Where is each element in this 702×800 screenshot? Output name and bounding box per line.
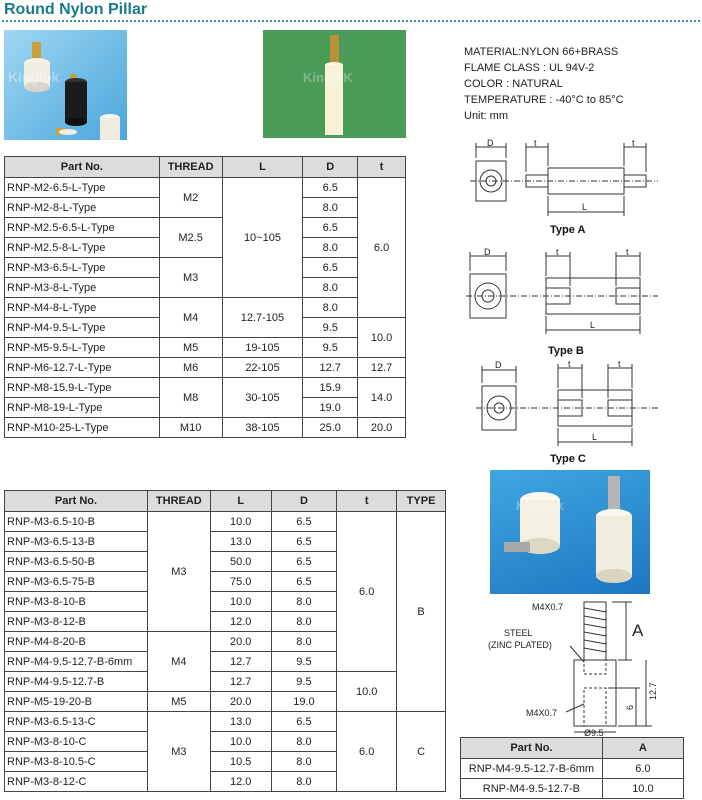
thread-bottom-label: M4X0.7 [526, 708, 558, 718]
length-cell: 12.0 [210, 612, 271, 632]
table-row [461, 779, 684, 799]
col-header: D [303, 157, 358, 178]
page-title: Round Nylon Pillar [4, 1, 148, 18]
part-number: RNP-M3-6.5-13-C [5, 712, 148, 732]
table-row [5, 358, 406, 378]
type-a-drawing [462, 138, 662, 238]
d-cell: 8.0 [303, 278, 358, 298]
part-number: RNP-M8-15.9-L-Type [5, 378, 160, 398]
col-header: Part No. [5, 491, 148, 512]
spec-table-bc-type [4, 490, 446, 792]
t-cell: 10.0 [337, 672, 397, 712]
dim-t-label: t [568, 359, 571, 369]
svg-text:KingloK: KingloK [303, 70, 353, 85]
svg-text:Kinglok: Kinglok [8, 69, 60, 85]
length-cell: 20.0 [210, 632, 271, 652]
d-cell: 19.0 [271, 692, 337, 712]
length-cell: 10.0 [210, 512, 271, 532]
table-row [461, 759, 684, 779]
d-cell: 9.5 [271, 672, 337, 692]
table-row [5, 338, 406, 358]
dim-t-label: t [632, 138, 635, 148]
part-number: RNP-M3-8-12-B [5, 612, 148, 632]
type-b-drawing [462, 246, 662, 358]
t-cell: 6.0 [337, 712, 397, 792]
part-number: RNP-M3-8-L-Type [5, 278, 160, 298]
table-row [5, 712, 446, 732]
dim-l-label: L [590, 320, 596, 330]
type-c-caption: Type C [550, 453, 586, 465]
table-header-row [5, 157, 406, 178]
col-header: t [358, 157, 406, 178]
d-cell: 19.0 [303, 398, 358, 418]
type-c-drawing [462, 358, 662, 466]
type-b-caption: Type B [548, 345, 584, 357]
d-cell: 8.0 [271, 772, 337, 792]
thread-cell: M5 [159, 338, 222, 358]
length-cell: 50.0 [210, 552, 271, 572]
thread-top-label: M4X0.7 [532, 602, 564, 612]
dim-diameter-label: Ø9.5 [584, 728, 604, 736]
thread-cell: M3 [159, 258, 222, 298]
part-number: RNP-M3-6.5-50-B [5, 552, 148, 572]
dim-d-label: D [487, 138, 494, 148]
d-cell: 15.9 [303, 378, 358, 398]
table-row [5, 512, 446, 532]
d-cell: 8.0 [303, 238, 358, 258]
thread-cell: M3 [147, 512, 210, 632]
d-cell: 6.5 [303, 178, 358, 198]
part-number: RNP-M4-9.5-12.7-B-6mm [461, 759, 603, 779]
spec-table-a-dimension [460, 737, 684, 799]
part-number: RNP-M6-12.7-L-Type [5, 358, 160, 378]
t-cell: 6.0 [358, 178, 406, 318]
d-cell: 6.5 [271, 512, 337, 532]
spec-temperature: TEMPERATURE : -40°C to 85°C [464, 94, 624, 106]
table-row [5, 178, 406, 198]
part-number: RNP-M4-9.5-12.7-B [461, 779, 603, 799]
part-number: RNP-M3-8-10.5-C [5, 752, 148, 772]
dim-l-label: L [592, 432, 598, 442]
thread-cell: M4 [159, 298, 222, 338]
dim-6-label: 6 [625, 704, 635, 710]
length-cell: 12.7-105 [222, 298, 303, 338]
part-number: RNP-M3-8-10-C [5, 732, 148, 752]
d-cell: 6.5 [271, 552, 337, 572]
dim-t-label: t [556, 247, 559, 257]
t-cell: 20.0 [358, 418, 406, 438]
length-cell: 10~105 [222, 178, 303, 298]
col-header: Part No. [461, 738, 603, 759]
part-number: RNP-M3-6.5-10-B [5, 512, 148, 532]
part-number: RNP-M3-6.5-L-Type [5, 258, 160, 278]
length-cell: 10.5 [210, 752, 271, 772]
steel-label: STEEL [504, 628, 533, 638]
length-cell: 13.0 [210, 532, 271, 552]
t-cell: 12.7 [358, 358, 406, 378]
length-cell: 10.0 [210, 592, 271, 612]
col-header: TYPE [397, 491, 446, 512]
dim-a-label: A [632, 621, 644, 640]
a-cell: 6.0 [602, 759, 683, 779]
col-header: A [602, 738, 683, 759]
table-header-row [461, 738, 684, 759]
col-header: THREAD [159, 157, 222, 178]
d-cell: 6.5 [303, 258, 358, 278]
dim-t-label: t [534, 138, 537, 148]
length-cell: 12.7 [210, 652, 271, 672]
thread-cell: M6 [159, 358, 222, 378]
length-cell: 10.0 [210, 732, 271, 752]
t-cell: 14.0 [358, 378, 406, 418]
d-cell: 6.5 [271, 532, 337, 552]
part-number: RNP-M3-6.5-13-B [5, 532, 148, 552]
spec-material: MATERIAL:NYLON 66+BRASS [464, 46, 619, 58]
svg-text:Kinglok: Kinglok [516, 498, 564, 513]
d-cell: 6.5 [271, 572, 337, 592]
dim-d-label: D [495, 360, 502, 370]
d-cell: 8.0 [303, 198, 358, 218]
part-number: RNP-M5-9.5-L-Type [5, 338, 160, 358]
length-cell: 38-105 [222, 418, 303, 438]
d-cell: 8.0 [271, 752, 337, 772]
part-number: RNP-M5-19-20-B [5, 692, 148, 712]
dim-d-label: D [484, 247, 491, 257]
length-cell: 30-105 [222, 378, 303, 418]
material-specs [464, 44, 624, 124]
part-number: RNP-M4-9.5-L-Type [5, 318, 160, 338]
length-cell: 75.0 [210, 572, 271, 592]
table-row [5, 672, 446, 692]
d-cell: 12.7 [303, 358, 358, 378]
steel-insert-drawing [486, 596, 666, 736]
d-cell: 9.5 [303, 338, 358, 358]
part-number: RNP-M4-8-L-Type [5, 298, 160, 318]
title-divider [2, 20, 700, 22]
d-cell: 8.0 [271, 732, 337, 752]
part-number: RNP-M4-9.5-12.7-B-6mm [5, 652, 148, 672]
part-number: RNP-M8-19-L-Type [5, 398, 160, 418]
d-cell: 25.0 [303, 418, 358, 438]
a-cell: 10.0 [602, 779, 683, 799]
thread-cell: M10 [159, 418, 222, 438]
col-header: L [222, 157, 303, 178]
part-number: RNP-M2.5-6.5-L-Type [5, 218, 160, 238]
part-number: RNP-M4-8-20-B [5, 632, 148, 652]
t-cell: 6.0 [337, 512, 397, 672]
table-row [5, 258, 406, 278]
thread-cell: M2.5 [159, 218, 222, 258]
d-cell: 8.0 [271, 592, 337, 612]
part-number: RNP-M2-8-L-Type [5, 198, 160, 218]
part-number: RNP-M2.5-8-L-Type [5, 238, 160, 258]
d-cell: 9.5 [271, 652, 337, 672]
length-cell: 19-105 [222, 338, 303, 358]
thread-cell: M5 [147, 692, 210, 712]
d-cell: 9.5 [303, 318, 358, 338]
d-cell: 8.0 [303, 298, 358, 318]
dim-l-label: L [582, 202, 588, 212]
zinc-plated-label: (ZINC PLATED) [488, 640, 552, 650]
spec-flame-class: FLAME CLASS : UL 94V-2 [464, 62, 595, 74]
length-cell: 12.7 [210, 672, 271, 692]
col-header: L [210, 491, 271, 512]
part-number: RNP-M3-8-12-C [5, 772, 148, 792]
spec-unit: Unit: mm [464, 110, 508, 122]
dim-12-7-label: 12.7 [648, 682, 658, 700]
col-header: t [337, 491, 397, 512]
part-number: RNP-M3-8-10-B [5, 592, 148, 612]
table-row [5, 378, 406, 398]
dim-t-label: t [618, 359, 621, 369]
table-row [5, 298, 406, 318]
spec-color: COLOR : NATURAL [464, 78, 563, 90]
col-header: THREAD [147, 491, 210, 512]
col-header: D [271, 491, 337, 512]
length-cell: 13.0 [210, 712, 271, 732]
product-photo-single [263, 30, 406, 138]
type-a-caption: Type A [550, 224, 586, 236]
thread-cell: M2 [159, 178, 222, 218]
part-number: RNP-M10-25-L-Type [5, 418, 160, 438]
type-cell: B [397, 512, 446, 712]
table-row [5, 218, 406, 238]
part-number: RNP-M3-6.5-75-B [5, 572, 148, 592]
table-header-row [5, 491, 446, 512]
product-photo-screw [490, 470, 650, 594]
length-cell: 20.0 [210, 692, 271, 712]
part-number: RNP-M2-6.5-L-Type [5, 178, 160, 198]
type-cell: C [397, 712, 446, 792]
thread-cell: M4 [147, 632, 210, 692]
product-photo-group [4, 30, 127, 140]
dim-t-label: t [626, 247, 629, 257]
length-cell: 12.0 [210, 772, 271, 792]
t-cell: 10.0 [358, 318, 406, 358]
col-header: Part No. [5, 157, 160, 178]
table-row [5, 418, 406, 438]
thread-cell: M3 [147, 712, 210, 792]
d-cell: 8.0 [271, 632, 337, 652]
part-number: RNP-M4-9.5-12.7-B [5, 672, 148, 692]
d-cell: 8.0 [271, 612, 337, 632]
d-cell: 6.5 [303, 218, 358, 238]
spec-table-l-type [4, 156, 406, 438]
thread-cell: M8 [159, 378, 222, 418]
d-cell: 6.5 [271, 712, 337, 732]
length-cell: 22-105 [222, 358, 303, 378]
